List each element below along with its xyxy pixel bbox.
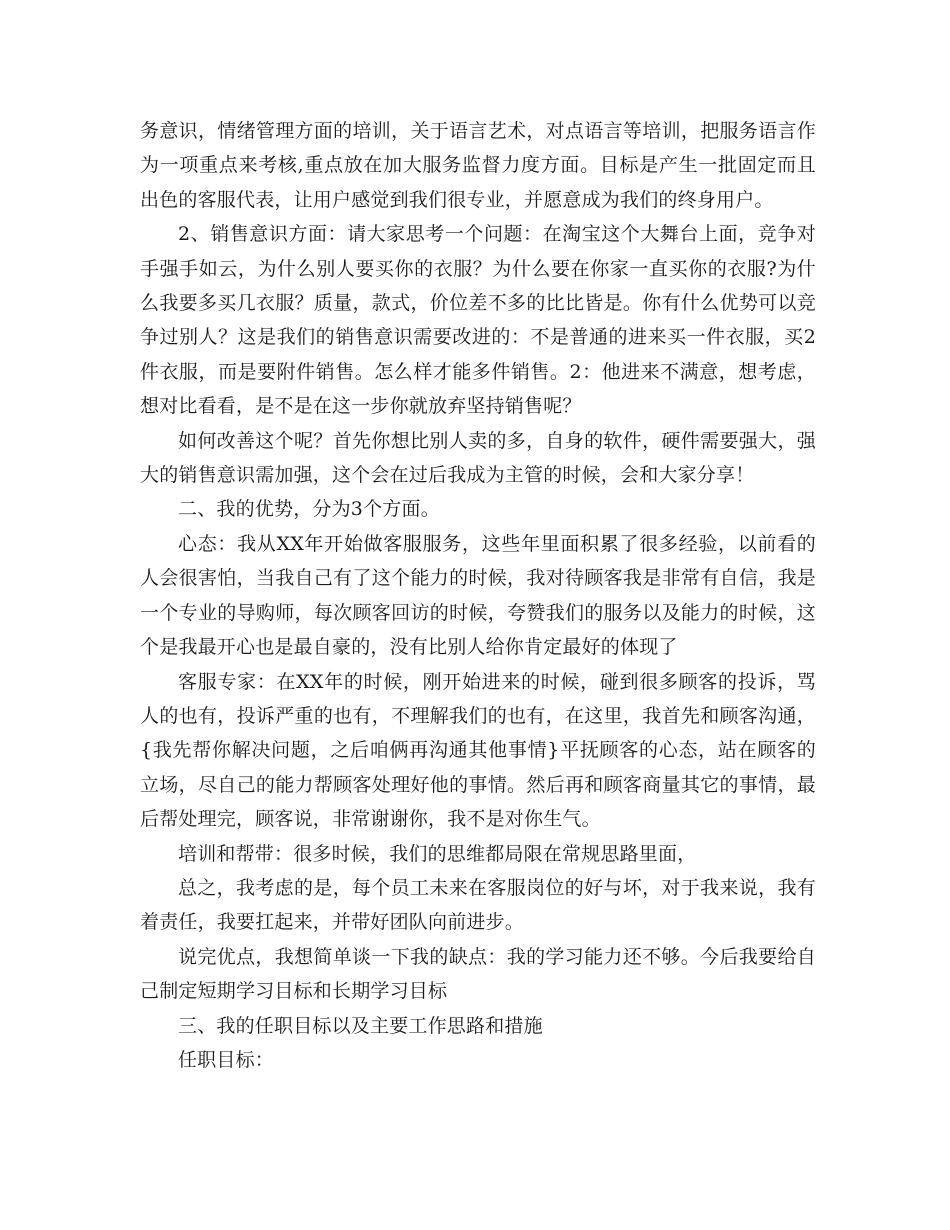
paragraph-training: 培训和帮带：很多时候，我们的思维都局限在常规思路里面，: [178, 842, 697, 865]
paragraph-improvement: 如何改善这个呢？首先你想比别人卖的多，自身的软件，硬件需要强大，强大的销售意识需加强，这个会在过后我成为主管的时候，会和大家分享！: [140, 429, 816, 487]
heading-goals: 三、我的任职目标以及主要工作思路和措施: [178, 1014, 543, 1037]
heading-advantages: 二、我的优势，分为3个方面。: [178, 498, 440, 521]
paragraph-sales-awareness: 2、销售意识方面：请大家思考一个问题：在淘宝这个大舞台上面，竞争对手强手如云，为什么别人要买你的衣服？为什么要在你家一直买你的衣服?为什么我要多买几衣服？质量，款式，价位差不多的比比皆是。你有什么优势可以竞争过别人？这是我们的销售意识需要改进的：不是普通的进来买一件衣服，买2件衣服，而是要附件销售。怎么样才能多件销售。2：他进来不满意，想考虑，想对比看看，是不是在这一步你就放弃坚持销售呢？: [140, 223, 816, 418]
paragraph-continuation: 务意识，情绪管理方面的培训，关于语言艺术，对点语言等培训，把服务语言作为一项重点来考核,重点放在加大服务监督力度方面。目标是产生一批固定而且出色的客服代表，让用户感觉到我们很专业，并愿意成为我们的终身用户。: [140, 120, 816, 211]
paragraph-mindset: 心态：我从XX年开始做客服服务，这些年里面积累了很多经验，以前看的人会很害怕，当我自己有了这个能力的时候，我对待顾客我是非常有自信，我是一个专业的导购师，每次顾客回访的时候，夸赞我们的服务以及能力的时候，这个是我最开心也是最自豪的，没有比别人给你肯定最好的体现了: [140, 532, 816, 659]
paragraph-service-expert: 客服专家：在XX年的时候，刚开始进来的时候，碰到很多顾客的投诉，骂人的也有，投诉严重的也有，不理解我们的也有，在这里，我首先和顾客沟通，{我先帮你解决问题，之后咱俩再沟通其他事情}平抚顾客的心态，站在顾客的立场，尽自己的能力帮顾客处理好他的事情。然后再和顾客商量其它的事情，最后帮处理完，顾客说，非常谢谢你，我不是对你生气。: [140, 670, 816, 831]
paragraph-goal-label: 任职目标：: [178, 1048, 275, 1071]
paragraph-summary: 总之，我考虑的是，每个员工未来在客服岗位的好与坏，对于我来说，我有着责任，我要扛起来，并带好团队向前进步。: [140, 876, 816, 934]
paragraph-weakness: 说完优点，我想简单谈一下我的缺点：我的学习能力还不够。今后我要给自己制定短期学习目标和长期学习目标: [140, 945, 816, 1003]
document-body: [140, 114, 816, 1077]
